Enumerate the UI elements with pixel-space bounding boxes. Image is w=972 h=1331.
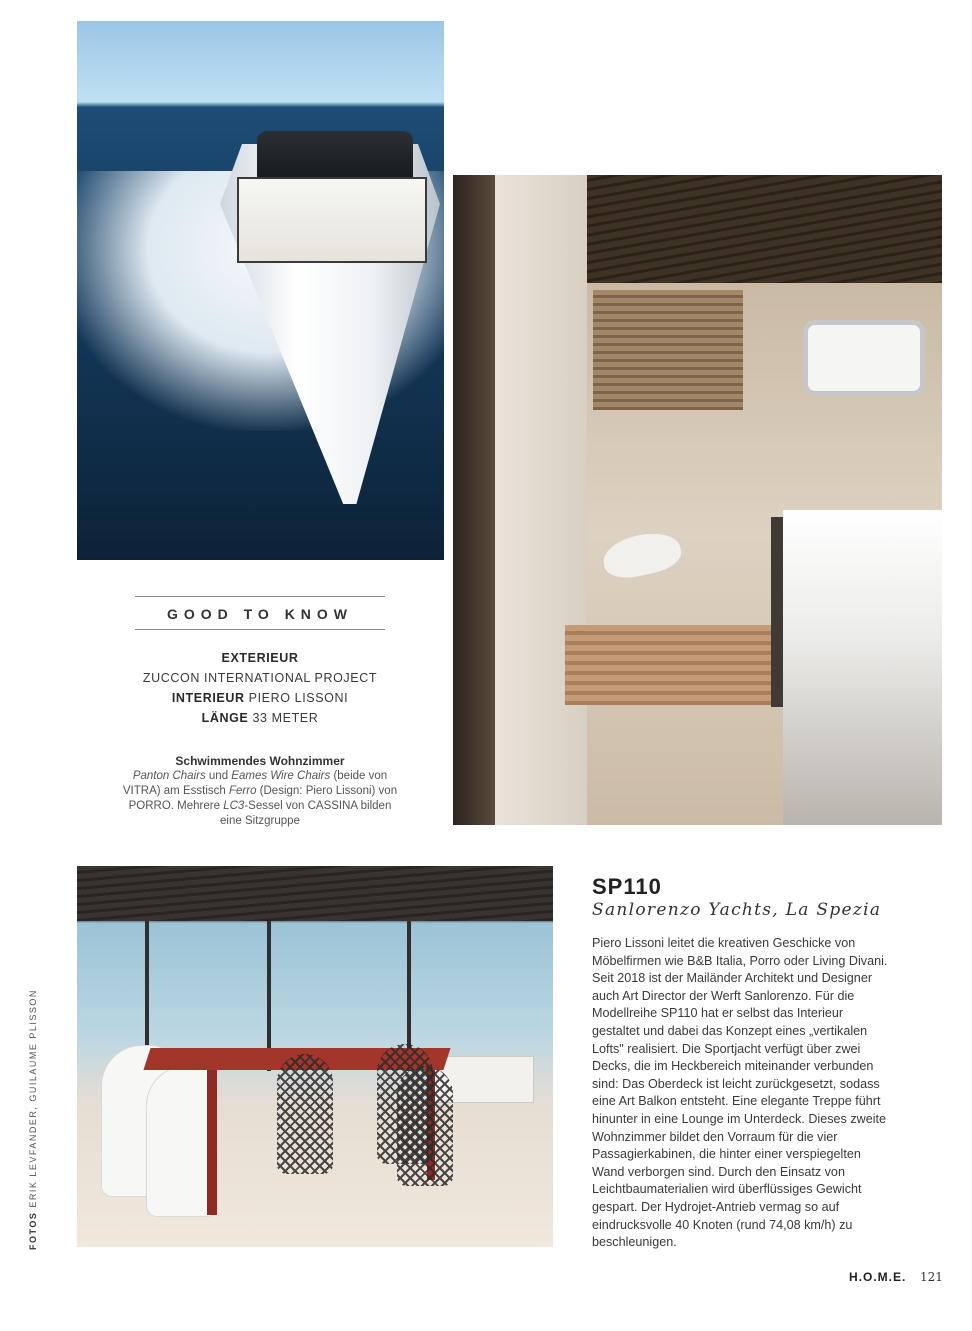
exterior-value: ZUCCON INTERNATIONAL PROJECT bbox=[142, 671, 378, 685]
caption-italic: LC3 bbox=[223, 800, 245, 812]
caption-text-part: (Design: Piero Lissoni) von PORRO. Mehrere bbox=[128, 785, 398, 812]
yacht-exterior-photo bbox=[77, 21, 444, 560]
article-body: Piero Lissoni leitet die kreativen Geschicke von Möbelfirmen wie B&B Italia, Porro oder Living Divani. Seit 2018 ist der Mailänder Architekt und Designer auch Art Director der Werft Sanlorenzo. Für die Modellreihe SP110 hat er selbst das Interieur gestaltet und dabei das Konzept eines „vertikalen Lofts" realisiert. Die Sportjacht verfügt über zwei Decks, die im Heckbereich miteinander verbunden sind: Das Oberdeck ist leicht zurückgesetzt, sodass eine Art Balkon entsteht. Eine elegante Treppe führt hinunter in eine Lounge im Unterdeck. Dieses zweite Wohnzimmer bildet den Vorraum für die vier Passagierkabinen, die hinter einer verspiegelten Wand verborgen sind. Durch den Einsatz von Leichtbaumaterialien wird überflüssiges Gewicht gespart. Der Hydrojet-Antrieb vermag so auf eindrucksvolle 40 Knoten (rund 74,08 km/h) zu beschleunigen. bbox=[592, 936, 888, 1250]
divider bbox=[135, 629, 385, 630]
article-subtitle: Sanlorenzo Yachts, La Spezia bbox=[592, 900, 882, 920]
exterior-label: EXTERIEUR bbox=[221, 651, 299, 665]
specs-list bbox=[135, 648, 385, 728]
article-title: SP110 bbox=[592, 874, 662, 899]
wood-wall-panel bbox=[593, 290, 743, 410]
cabin-left-wall bbox=[453, 175, 495, 825]
good-to-know-heading: GOOD TO KNOW bbox=[166, 606, 354, 622]
table-lamp bbox=[600, 527, 685, 582]
good-to-know-box bbox=[135, 596, 385, 728]
length-value: 33 METER bbox=[252, 711, 319, 725]
wire-chair bbox=[397, 1066, 453, 1186]
credit-names: ERIK LEVFANDER, GUILAUME PLISSON bbox=[28, 989, 38, 1208]
caption-text-part: -Sessel von CASSINA bilden eine Sitzgruppe bbox=[220, 800, 392, 827]
bed bbox=[783, 510, 942, 825]
table-leg bbox=[207, 1070, 217, 1215]
caption-text-part: (beide von VITRA) am Esstisch bbox=[122, 770, 388, 797]
caption-title: Schwimmendes Wohnzimmer bbox=[175, 754, 345, 768]
photo-caption bbox=[118, 754, 402, 829]
caption-italic: Ferro bbox=[228, 785, 257, 797]
interior-value: PIERO LISSONI bbox=[248, 691, 349, 705]
caption-italic: Panton Chairs bbox=[132, 770, 206, 782]
cabin-door bbox=[495, 175, 587, 825]
interior-label: INTERIEUR bbox=[171, 691, 245, 705]
wire-chair bbox=[277, 1054, 333, 1174]
cabin-interior-photo bbox=[453, 175, 942, 825]
nightstand bbox=[565, 625, 785, 705]
lounge-ceiling bbox=[77, 866, 553, 921]
caption-italic: Eames Wire Chairs bbox=[231, 770, 331, 782]
page-number: 121 bbox=[920, 1270, 943, 1284]
credit-label: FOTOS bbox=[28, 1211, 38, 1250]
magazine-brand: H.O.M.E. bbox=[849, 1270, 907, 1284]
porthole-window bbox=[803, 320, 925, 396]
dining-lounge-photo bbox=[77, 866, 553, 1247]
caption-text bbox=[118, 769, 402, 829]
length-label: LÄNGE bbox=[201, 711, 249, 725]
photo-credit bbox=[28, 989, 38, 1250]
caption-text-part: und bbox=[208, 770, 229, 782]
yacht-sun-deck bbox=[237, 177, 427, 263]
